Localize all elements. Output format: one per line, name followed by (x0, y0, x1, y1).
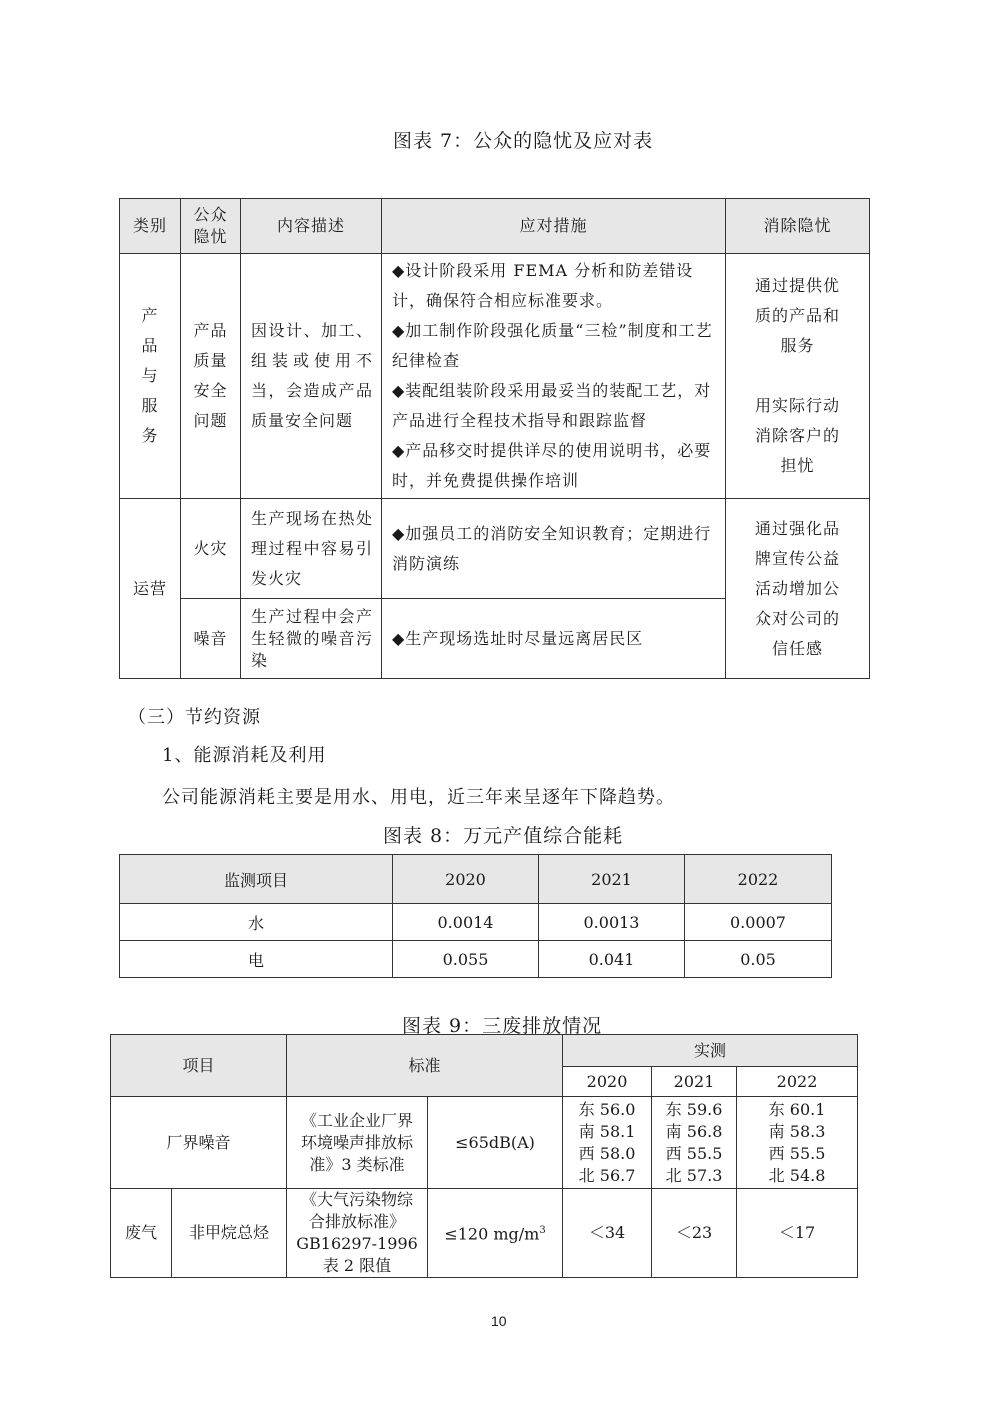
page-number: 10 (491, 1313, 507, 1329)
table-row (120, 904, 832, 941)
measure-item: ◆加强员工的消防安全知识教育；定期进行消防演练 (392, 523, 712, 573)
category-cell: 运营 (120, 499, 181, 679)
measure-item: ◆设计阶段采用 FEMA 分析和防差错设计，确保符合相应标准要求。 (392, 261, 694, 310)
section-heading: （三）节约资源 (128, 707, 261, 728)
energy-table (119, 854, 832, 978)
elimination-cell: 通过强化品牌宣传公益活动增加公众对公司的信任感 (726, 499, 870, 679)
measure-item: ◆装配组装阶段采用最妥当的装配工艺，对产品进行全程技术指导和跟踪监督 (392, 381, 712, 430)
value-cell: 0.05 (685, 941, 832, 978)
elimination-cell (726, 254, 870, 499)
header-year: 2021 (539, 855, 685, 904)
table-row (111, 1189, 858, 1278)
measure-item: ◆产品移交时提供详尽的使用说明书，必要时，并免费提供操作培训 (392, 441, 712, 490)
value-cell: ＜23 (652, 1189, 737, 1278)
header-item: 项目 (111, 1035, 287, 1097)
header-standard: 标准 (287, 1035, 563, 1097)
standard-cell: 《大气污染物综合排放标准》GB16297-1996 表 2 限值 (287, 1189, 428, 1278)
concern-cell: 产品质量安全问题 (181, 254, 241, 499)
item-cell: 厂界噪音 (111, 1097, 287, 1189)
value-cell: ＜17 (737, 1189, 858, 1278)
section-subheading: 1、能源消耗及利用 (162, 745, 327, 766)
measures-cell (382, 499, 726, 599)
header-year: 2022 (737, 1067, 858, 1097)
value-cell: 东 59.6 南 56.8 西 55.5 北 57.3 (652, 1097, 737, 1189)
description-cell: 生产现场在热处理过程中容易引发火灾 (241, 499, 382, 599)
table-row (111, 1097, 858, 1189)
header-concern: 公众隐忧 (181, 199, 241, 254)
elimination-item: 用实际行动消除客户的担忧 (754, 396, 840, 475)
subitem-cell: 非甲烷总烃 (172, 1189, 287, 1278)
table-row (120, 254, 870, 499)
description-cell: 因设计、加工、组装或使用不当，会造成产品质量安全问题 (241, 254, 382, 499)
concern-cell: 噪音 (181, 599, 241, 679)
value-cell: ＜34 (563, 1189, 652, 1278)
value-cell: 东 56.0 南 58.1 西 58.0 北 56.7 (563, 1097, 652, 1189)
item-cell: 废气 (111, 1189, 172, 1278)
table-row (120, 941, 832, 978)
section-paragraph: 公司能源消耗主要是用水、用电，近三年来呈逐年下降趋势。 (162, 787, 675, 808)
measures-cell (382, 254, 726, 499)
measure-item: ◆加工制作阶段强化质量“三检”制度和工艺纪律检查 (392, 321, 713, 370)
header-measured: 实测 (563, 1035, 858, 1067)
header-description: 内容描述 (241, 199, 382, 254)
value-cell: 东 60.1 南 58.3 西 55.5 北 54.8 (737, 1097, 858, 1189)
header-year: 2022 (685, 855, 832, 904)
limit-cell: ≤65dB(A) (428, 1097, 563, 1189)
standard-cell: 《工业企业厂界环境噪声排放标准》3 类标准 (287, 1097, 428, 1189)
concerns-table (119, 198, 870, 679)
value-cell: 0.0014 (393, 904, 539, 941)
header-year: 2021 (652, 1067, 737, 1097)
description-cell: 生产过程中会产生轻微的噪音污染 (241, 599, 382, 679)
table7-title: 图表 7：公众的隐忧及应对表 (393, 130, 654, 152)
table-row (120, 499, 870, 599)
item-cell: 水 (120, 904, 393, 941)
header-category: 类别 (120, 199, 181, 254)
header-measures: 应对措施 (382, 199, 726, 254)
measures-cell (382, 599, 726, 679)
value-cell: 0.0007 (685, 904, 832, 941)
header-elimination: 消除隐忧 (726, 199, 870, 254)
table9-title: 图表 9：三废排放情况 (402, 1015, 603, 1037)
measure-item: ◆生产现场选址时尽量远离居民区 (392, 628, 644, 648)
header-year: 2020 (393, 855, 539, 904)
header-year: 2020 (563, 1067, 652, 1097)
table8-title: 图表 8：万元产值综合能耗 (383, 825, 624, 847)
header-item: 监测项目 (120, 855, 393, 904)
value-cell: 0.055 (393, 941, 539, 978)
value-cell: 0.041 (539, 941, 685, 978)
limit-cell: ≤120 $mg/m^3$ (428, 1189, 563, 1278)
item-cell: 电 (120, 941, 393, 978)
category-cell: 产品与服务 (120, 254, 181, 499)
concern-cell: 火灾 (181, 499, 241, 599)
elimination-item: 通过提供优质的产品和服务 (754, 276, 840, 355)
emissions-table (110, 1034, 858, 1278)
value-cell: 0.0013 (539, 904, 685, 941)
